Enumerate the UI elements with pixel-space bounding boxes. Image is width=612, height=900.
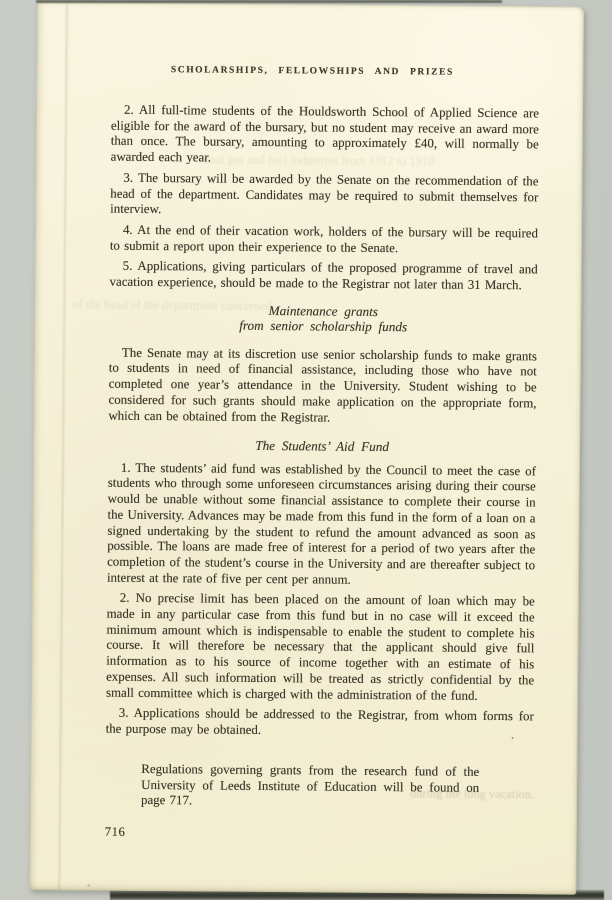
body-paragraph: 1. The students’ aid fund was established by the Council to meet the case of students who through some unforeseen circumstances arising during their course would be unable without some financial assistance to complete their course in the University. Advances may be made from this fund in the form of a loan on a signed undertaking by the student to refund the amount advanced as soon as possible. The loans are made free of interest for a period of two years after the completion of the student’s course in the University and are thereafter subject to interest at the rate of five per cent per annum. (106, 460, 536, 587)
bleed-through-text: of the head of the department concerned. (72, 297, 276, 314)
body-paragraph: 2. No precise limit has been placed on the amount of loan which may be made in any particular case from this fund but in no case will it exceed the minimum amount which is indispensable to enable the student to complete his course. It will therefore be necessary that the applicant should give full information as to his source of income together with an estimate of his expenses. All such information will be treated as strictly confidential by the small committee which is charged with the administration of the fund. (105, 591, 535, 703)
running-head: SCHOLARSHIPS, FELLOWSHIPS AND PRIZES (170, 65, 454, 78)
section-heading-maintenance-grants (109, 301, 537, 336)
body-paragraph: 3. The bursary will be awarded by the Senate on the recommendation of the head of the department. Candidates may be required to submit themselves for interview. (110, 170, 539, 217)
section-heading-students-aid-fund: The Students’ Aid Fund (255, 438, 390, 455)
bleed-through-text: coal gas and fuel industries from 1912 to 1918 (203, 152, 435, 169)
section-heading-line: Maintenance grants (268, 302, 379, 319)
text-column (105, 3, 540, 844)
body-paragraph: The Senate may at its discretion use senior scholarship funds to make grants to students in need of financial assistance, including those who have not completed one year’s attendance in the University. Student wishing to be considered for such grants should make application on the appropriate form, which can be obtained from the Registrar. (108, 345, 537, 425)
body-paragraph: 4. At the end of their vacation work, holders of the bursary will be required to submit a report upon their experience to the Senate. (109, 222, 539, 255)
ink-speck (87, 884, 90, 886)
body-paragraph: 3. Applications should be addressed to the Registrar, from whom forms for the purpose may be obtained. (105, 706, 534, 737)
section-heading-line: from senior scholarship funds (239, 318, 408, 335)
page-number: 716 (104, 824, 126, 839)
cross-reference-note: Regulations governing grants from the research fund of the University of Leeds Institute of Education will be found on page 717. (140, 761, 480, 808)
paper-crease (58, 2, 68, 890)
bleed-through-text: during the long vacation. (410, 786, 535, 802)
body-paragraph: 2. All full-time students of the Houldsworth School of Applied Science are eligible for the award of the bursary, but no student may receive an award more than once. The bursary, amounting to approximately £40, will normally be awarded each year. (110, 102, 540, 165)
body-paragraph: 5. Applications, giving particulars of the proposed programme of travel and vacation experience, should be made to the Registrar not later than 31 March. (109, 259, 538, 293)
book-page (29, 2, 584, 895)
adjacent-page-edge (36, 0, 502, 3)
